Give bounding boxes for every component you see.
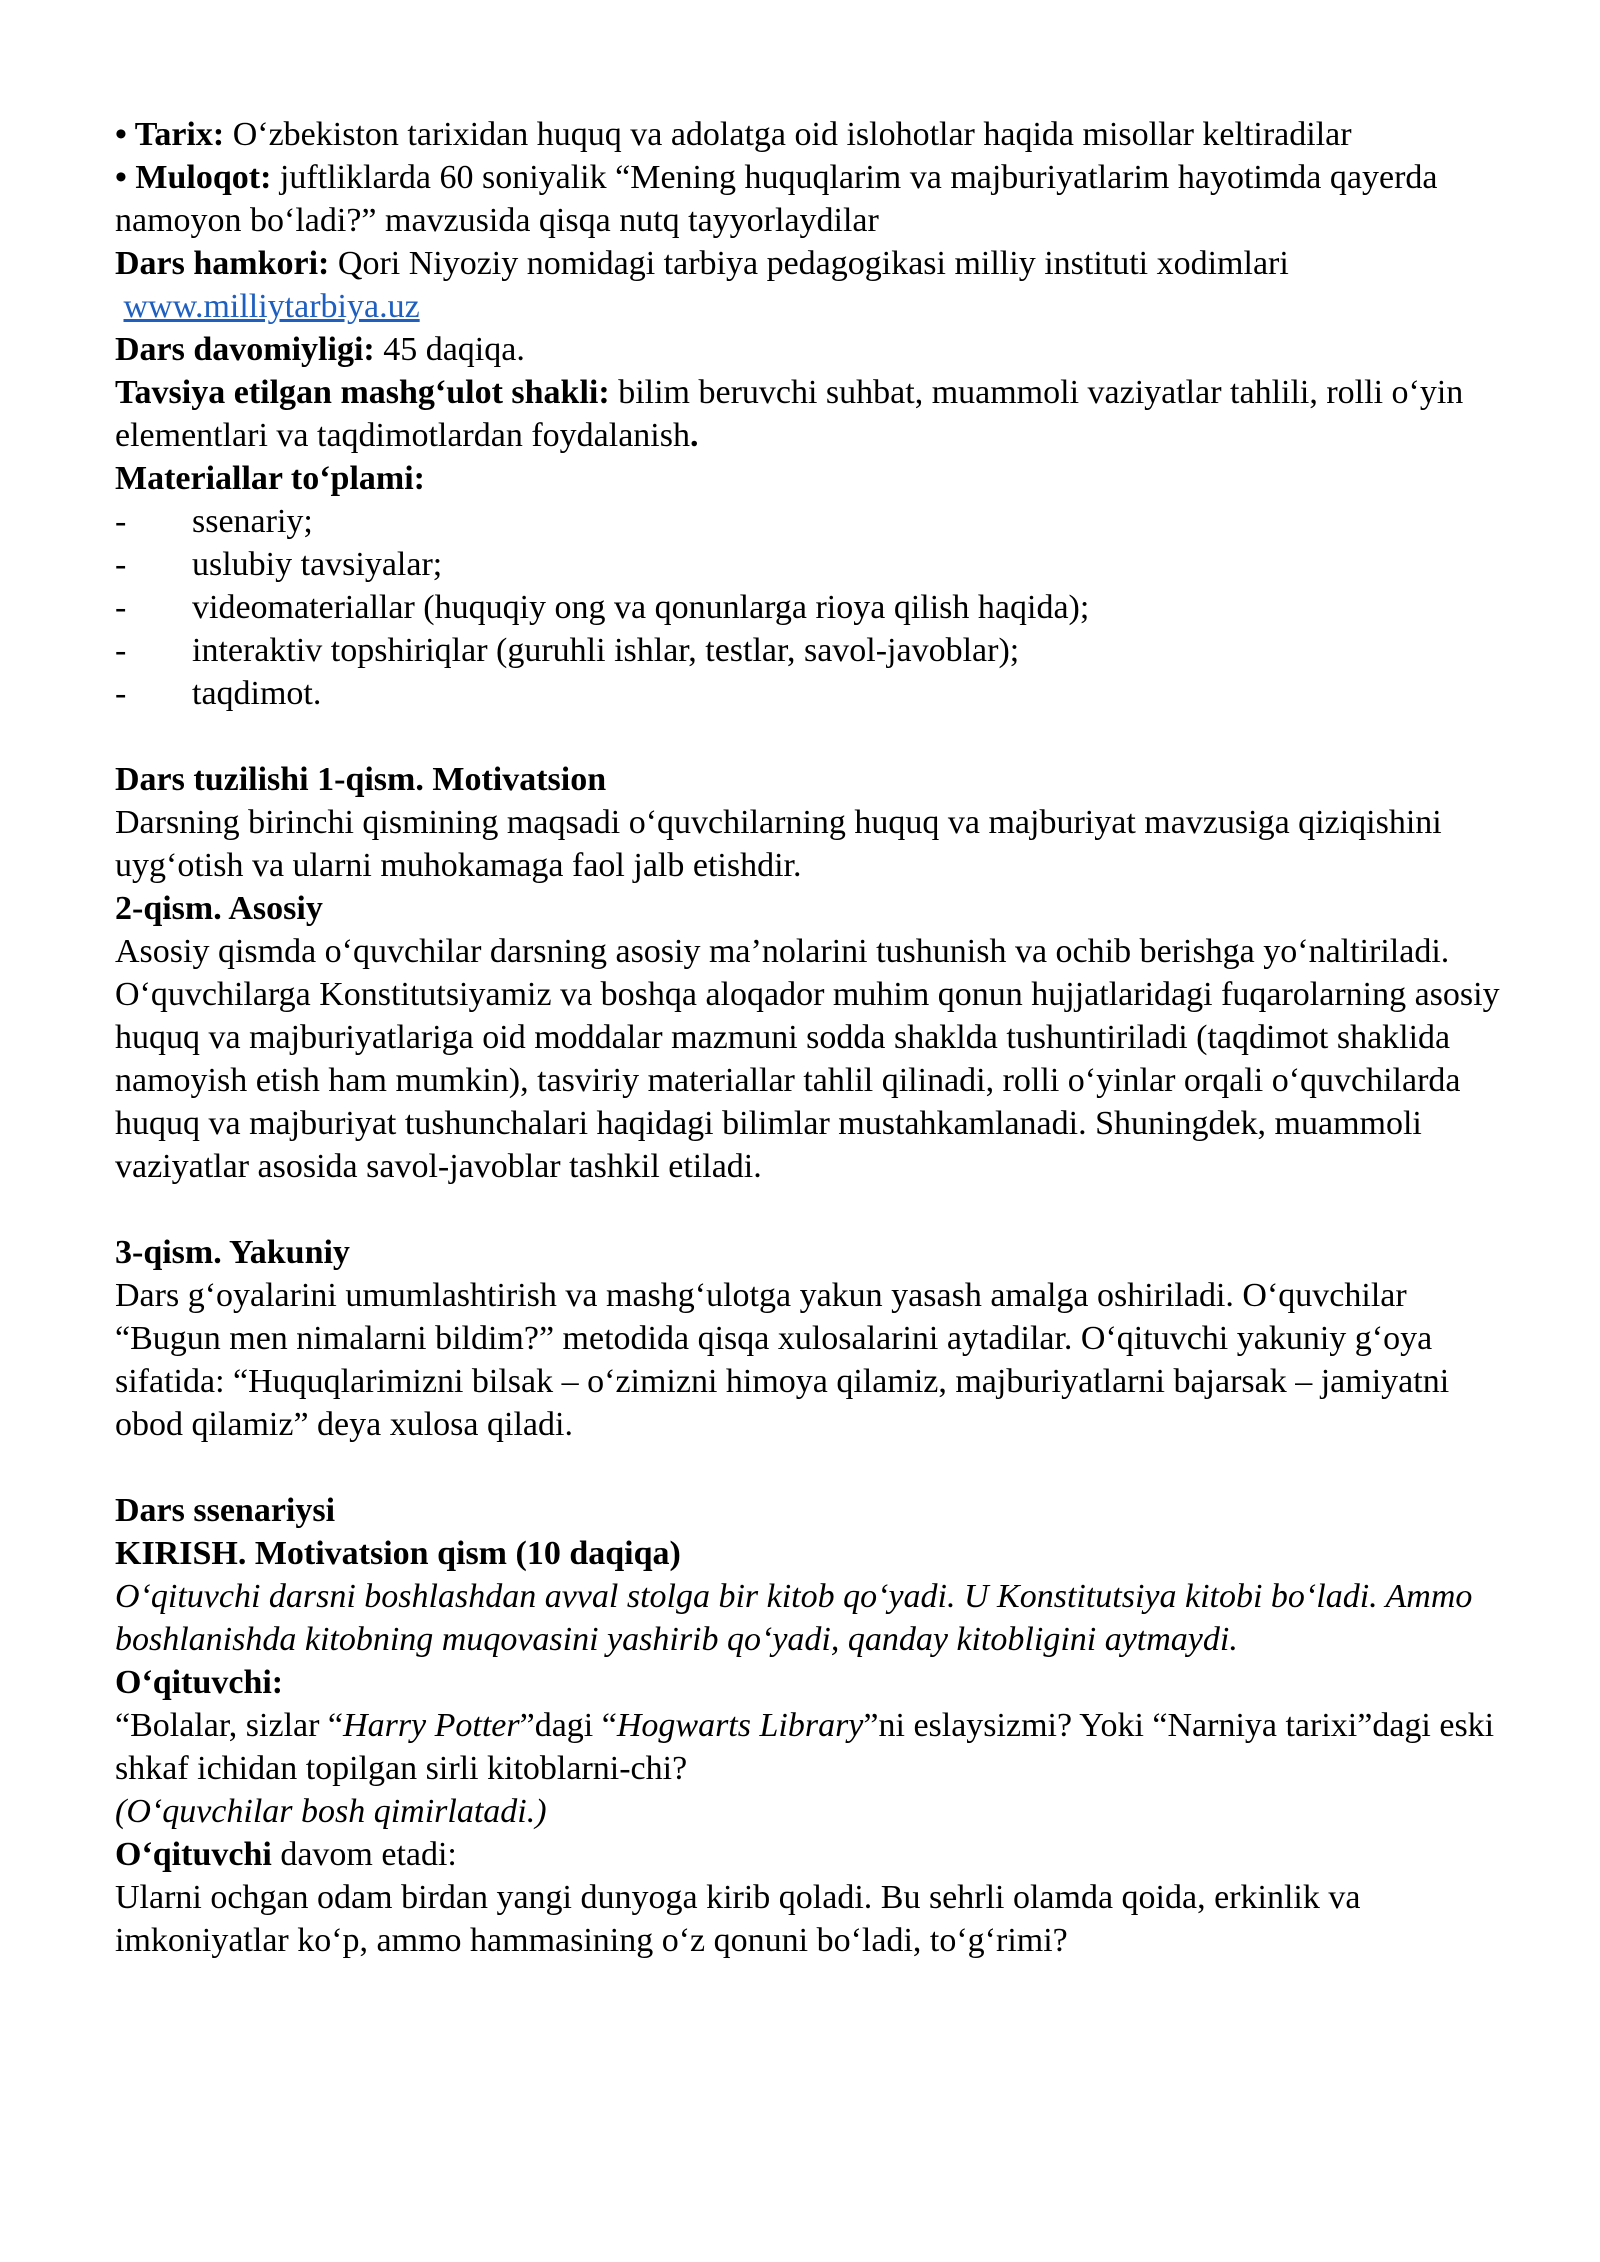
list-item: [115, 586, 1500, 629]
quote-hogwarts-library: Hogwarts Library: [616, 1707, 864, 1744]
part1-text: Darsning birinchi qismining maqsadi o‘quvchilarning huquq va majburiyat mavzusiga qiziqishini uyg‘otish va ularni muhokamaga faol jalb etishdir.: [115, 804, 1442, 884]
spacer: [115, 1188, 1500, 1231]
teacher-label: O‘qituvchi:: [115, 1664, 284, 1701]
kirish-title: KIRISH. Motivatsion qism (10 daqiqa): [115, 1535, 681, 1572]
teacher-continues: [115, 1833, 1500, 1876]
teacher-label: O‘qituvchi: [115, 1836, 272, 1873]
teacher-quote: [115, 1704, 1500, 1790]
closing-text: Ularni ochgan odam birdan yangi dunyoga kirib qoladi. Bu sehrli olamda qoida, erkinlik va imkoniyatlar ko‘p, ammo hammasining o‘z qonuni bo‘ladi, to‘g‘rimi?: [115, 1879, 1361, 1959]
hamkor-paragraph: [115, 242, 1500, 328]
list-item-text: ssenariy;: [192, 503, 313, 540]
list-dash: -: [115, 589, 127, 626]
shakl-end: .: [689, 417, 699, 454]
spacer: [115, 1446, 1500, 1489]
materiallar-label: Materiallar to‘plami:: [115, 460, 426, 497]
part2-heading: [115, 887, 1500, 930]
list-item-text: videomateriallar (huquqiy ong va qonunlarga rioya qilish haqida);: [192, 589, 1090, 626]
part2-text: Asosiy qismda o‘quvchilar darsning asosiy ma’nolarini tushunish va ochib berishga yo‘naltiriladi. O‘quvchilarga Konstitutsiyamiz va boshqa aloqador muhim qonun hujjatlaridagi fuqarolarning asosiy huquq va majburiyatlariga oid moddalar mazmuni sodda shaklda tushuntiriladi (taqdimot shaklida namoyish etish ham mumkin), tasviriy materiallar tahlil qilinadi, rolli o‘yinlar orqali o‘quvchilarda huquq va majburiyat tushunchalari haqidagi bilimlar mustahkamlanadi. Shuningdek, muammoli vaziyatlar asosida savol-javoblar tashkil etiladi.: [115, 933, 1500, 1185]
muloqot-label: • Muloqot:: [115, 159, 272, 196]
tarix-text: O‘zbekiston tarixidan huquq va adolatga oid islohotlar haqida misollar keltiradilar: [224, 116, 1352, 153]
davomiylik-label: Dars davomiyligi:: [115, 331, 375, 368]
continues-text: davom etadi:: [271, 1836, 457, 1873]
list-item: [115, 543, 1500, 586]
shakl-label: Tavsiya etilgan mashg‘ulot shakli:: [115, 374, 610, 411]
list-item-text: interaktiv topshiriqlar (guruhli ishlar, testlar, savol-javoblar);: [192, 632, 1020, 669]
scenario-heading: [115, 1489, 1500, 1532]
kirish-stage-direction: O‘qituvchi darsni boshlashdan avval stolga bir kitob qo‘yadi. U Konstitutsiya kitobi bo‘ladi. Ammo boshlanishda kitobning muqovasini yashirib qo‘yadi, qanday kitobligini aytmaydi.: [115, 1578, 1473, 1658]
part2-title: 2-qism. Asosiy: [115, 890, 323, 927]
hamkor-text: Qori Niyoziy nomidagi tarbiya pedagogikasi milliy instituti xodimlari: [329, 245, 1289, 282]
kirish-heading: [115, 1532, 1500, 1575]
list-item-text: taqdimot.: [192, 675, 322, 712]
davomiylik-text: 45 daqiqa.: [374, 331, 525, 368]
list-item-text: uslubiy tavsiyalar;: [192, 546, 443, 583]
quote-harry-potter: Harry Potter: [343, 1707, 520, 1744]
shakl-text: bilim beruvchi suhbat, muammoli vaziyatlar tahlili, rolli o‘yin elementlari va taqdimotlardan foydalanish: [115, 374, 1464, 454]
hamkor-label: Dars hamkori:: [115, 245, 330, 282]
davomiylik-paragraph: [115, 328, 1500, 371]
muloqot-paragraph: [115, 156, 1500, 242]
materiallar-list: [115, 500, 1500, 715]
list-item: [115, 629, 1500, 672]
tarix-paragraph: [115, 113, 1500, 156]
list-item: [115, 500, 1500, 543]
list-item: [115, 672, 1500, 715]
part1-title: Dars tuzilishi 1-qism. Motivatsion: [115, 761, 607, 798]
part3-text: Dars g‘oyalarini umumlashtirish va mashg‘ulotga yakun yasash amalga oshiriladi. O‘quvchilar “Bugun men nimalarni bildim?” metodida qisqa xulosalarini aytadilar. O‘qituvchi yakuniy g‘oya sifatida: “Huquqlarimizni bilsak – o‘zimizni himoya qilamiz, majburiyatlarni bajarsak – jamiyatni obod qilamiz” deya xulosa qiladi.: [115, 1277, 1450, 1443]
tarix-label: • Tarix:: [115, 116, 225, 153]
scenario-title: Dars ssenariysi: [115, 1492, 336, 1529]
list-dash: -: [115, 632, 127, 669]
quote-part: ”dagi “: [519, 1707, 617, 1744]
quote-part: “Bolalar, sizlar “: [115, 1707, 344, 1744]
part1-heading: [115, 758, 1500, 801]
materiallar-heading: [115, 457, 1500, 500]
list-dash: -: [115, 503, 127, 540]
part3-title: 3-qism. Yakuniy: [115, 1234, 350, 1271]
hamkor-website-link[interactable]: www.milliytarbiya.uz: [123, 288, 420, 325]
spacer: [115, 715, 1500, 758]
muloqot-text: juftliklarda 60 soniyalik “Mening huquqlarim va majburiyatlarim hayotimda qayerda namoyon bo‘ladi?” mavzusida qisqa nutq tayyorlaydilar: [115, 159, 1438, 239]
list-dash: -: [115, 675, 127, 712]
shakl-paragraph: [115, 371, 1500, 457]
list-dash: -: [115, 546, 127, 583]
quote-part: ”ni eslaysizmi? Yoki “Narniya tarixi”dagi eski shkaf ichidan topilgan sirli kitoblarni-chi?: [115, 1707, 1495, 1787]
students-action: (O‘quvchilar bosh qimirlatadi.): [115, 1793, 547, 1830]
teacher-heading: [115, 1661, 1500, 1704]
part3-heading: [115, 1231, 1500, 1274]
